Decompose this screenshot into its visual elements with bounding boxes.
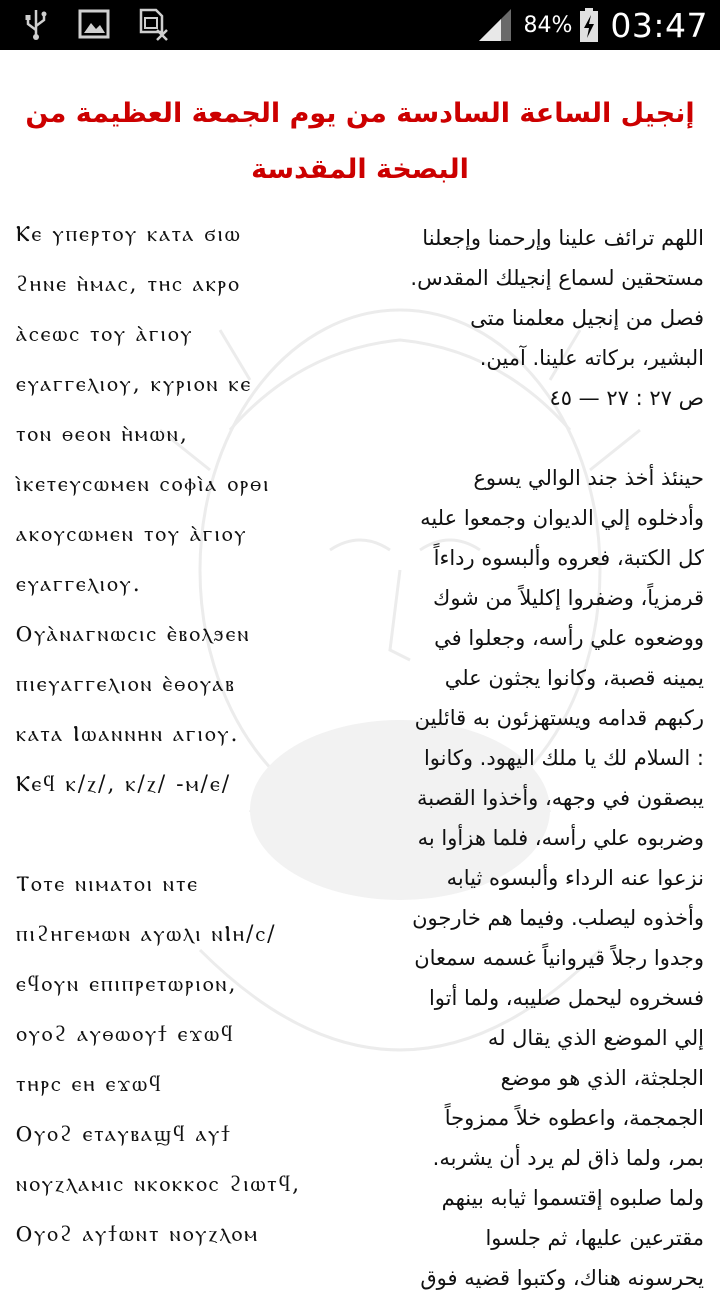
coptic-line: ⲟⲩⲟϩ ⲁⲩⲑⲱⲟⲩϯ ⲉϫⲱϥ [16, 1022, 235, 1047]
arabic-line: يحرسونه هناك، وكتبوا قضيه فوق [420, 1266, 704, 1290]
arabic-line: الجلجثة، الذي هو موضع [500, 1066, 704, 1090]
coptic-line: ⲉϥⲟⲩⲛ ⲉⲡⲓⲡⲣⲉⲧⲱⲣⲓⲟⲛ, [16, 972, 238, 997]
no-sim-icon [134, 6, 170, 42]
signal-icon [477, 7, 513, 43]
coptic-text-column [16, 210, 351, 1260]
battery-percent: 84% [523, 12, 573, 38]
coptic-line: ⲡⲓⲉⲩⲁⲅⲅⲉⲗⲓⲟⲛ ⲉ̀ⲑⲟⲩⲁⲃ [16, 672, 236, 697]
coptic-line: ⲉⲩⲁⲅⲅⲉⲗⲓⲟⲩ, ⲕⲩⲣⲓⲟⲛ ⲕⲉ [16, 372, 253, 397]
arabic-line: يبصقون في وجهه، وأخذوا القصبة [417, 786, 704, 810]
reading-title: إنجيل الساعة السادسة من يوم الجمعة العظيمة من البصخة المقدسة [25, 98, 695, 185]
coptic-line: Ⲟⲩⲁ̀ⲛⲁⲅⲛⲱⲥⲓⲥ ⲉ̀ⲃⲟⲗϧⲉⲛ [16, 622, 251, 647]
reading-content [0, 50, 720, 1290]
arabic-line: الجمجمة، واعطوه خلاً ممزوجاً [444, 1106, 704, 1130]
arabic-line: إلي الموضع الذي يقال له [487, 1026, 704, 1050]
arabic-line: مقترعين عليها، ثم جلسوا [485, 1226, 704, 1250]
clock: 03:47 [610, 5, 708, 45]
coptic-line: ⲁ̀ⲥⲉⲱⲥ ⲧⲟⲩ ⲁ̀ⲅⲓⲟⲩ [16, 322, 194, 347]
coptic-line: Ⲕⲉϥ ⲕ/ⲍ/, ⲕ/ⲍ/ -ⲙ/ⲉ/ [16, 772, 232, 797]
arabic-line: قرمزياً، وضفروا إكليلاً من شوك [433, 586, 704, 610]
coptic-line: ϩⲏⲛⲉ ⲏ̀ⲙⲁⲥ, ⲧⲏⲥ ⲁⲕⲣⲟ [16, 272, 241, 297]
status-bar [0, 0, 720, 50]
coptic-line: ⲉⲩⲁⲅⲅⲉⲗⲓⲟⲩ. [16, 572, 142, 597]
coptic-line: Ⲟⲩⲟϩ ⲁⲩϯⲱⲛⲧ ⲛⲟⲩⲍⲗⲟⲙ [16, 1222, 260, 1247]
usb-icon [18, 6, 54, 42]
image-icon [76, 6, 112, 42]
coptic-line: ⲧⲟⲛ ⲑⲉⲟⲛ ⲏ̀ⲙⲱⲛ, [16, 422, 189, 447]
coptic-line: Ⲕⲉ ⲩⲡⲉⲣⲧⲟⲩ ⲕⲁⲧⲁ ϭⲓⲱ [16, 222, 242, 247]
arabic-line: فصل من إنجيل معلمنا متى [470, 306, 704, 330]
coptic-line: ⲧⲏⲣⲥ ⲉⲏ ⲉϫⲱϥ [16, 1072, 163, 1097]
arabic-line: ووضعوه علي رأسه، وجعلوا في [434, 626, 704, 650]
arabic-line: ركبهم قدامه ويستهزئون به قائلين [414, 706, 704, 730]
coptic-line [16, 810, 351, 860]
coptic-line: ⲡⲓϩⲏⲅⲉⲙⲱⲛ ⲁⲩⲱⲗⲓ ⲛⲒⲏ/ⲥ/ [16, 922, 277, 947]
arabic-line: اللهم ترائف علينا وإرحمنا وإجعلنا [422, 226, 704, 250]
arabic-line: نزعوا عنه الرداء وألبسوه ثيابه [446, 866, 704, 890]
arabic-text-column [356, 218, 704, 1298]
notification-icons [18, 6, 170, 42]
arabic-line: وجدوا رجلاً قيروانياً غسمه سمعان [414, 946, 704, 970]
arabic-line: ص ٢٧ : ٢٧ — ٤٥ [549, 386, 704, 410]
system-status [477, 0, 708, 50]
coptic-line: ⲁⲕⲟⲩⲥⲱⲙⲉⲛ ⲧⲟⲩ ⲁ̀ⲅⲓⲟⲩ [16, 522, 248, 547]
arabic-line: وأدخلوه إلي الديوان وجمعوا عليه [420, 506, 704, 530]
arabic-line: البشير، بركاته علينا. آمين. [479, 346, 704, 370]
coptic-line: Ⲟⲩⲟϩ ⲉⲧⲁⲩⲃⲁϣϥ ⲁⲩϯ [16, 1122, 232, 1147]
arabic-line: وأخذوه ليصلب. وفيما هم خارجون [412, 906, 704, 930]
arabic-line: كل الكتبة، فعروه وألبسوه رداءاً [433, 546, 704, 570]
arabic-line: فسخروه ليحمل صليبه، ولما أتوا [428, 986, 704, 1010]
coptic-line: ⲓ̀ⲕⲉⲧⲉⲩⲥⲱⲙⲉⲛ ⲥⲟⲫⲓ̀ⲁ ⲟⲣⲑⲓ [16, 472, 271, 497]
arabic-line: حينئذ أخذ جند الوالي يسوع [473, 466, 704, 490]
arabic-line: وضربوه علي رأسه، فلما هزأوا به [417, 826, 704, 850]
coptic-line: ⲛⲟⲩⲍⲗⲁⲙⲓⲥ ⲛⲕⲟⲕⲕⲟⲥ ϩⲓⲱⲧϥ, [16, 1172, 302, 1197]
arabic-line: بمر، ولما ذاق لم يرد أن يشربه. [432, 1146, 704, 1170]
arabic-line: يمينه قصبة، وكانوا يجثون علي [444, 666, 704, 690]
arabic-line: مستحقين لسماع إنجيلك المقدس. [410, 266, 704, 290]
coptic-line: ⲕⲁⲧⲁ Ⲓⲱⲁⲛⲛⲏⲛ ⲁⲅⲓⲟⲩ. [16, 722, 240, 747]
arabic-line [356, 418, 704, 458]
arabic-line: ولما صلبوه إقتسموا ثيابه بينهم [441, 1186, 704, 1210]
arabic-line: : السلام لك يا ملك اليهود. وكانوا [423, 746, 704, 770]
battery-charging-icon [578, 7, 600, 43]
coptic-line: Ⲧⲟⲧⲉ ⲛⲓⲙⲁⲧⲟⲓ ⲛⲧⲉ [16, 872, 200, 897]
